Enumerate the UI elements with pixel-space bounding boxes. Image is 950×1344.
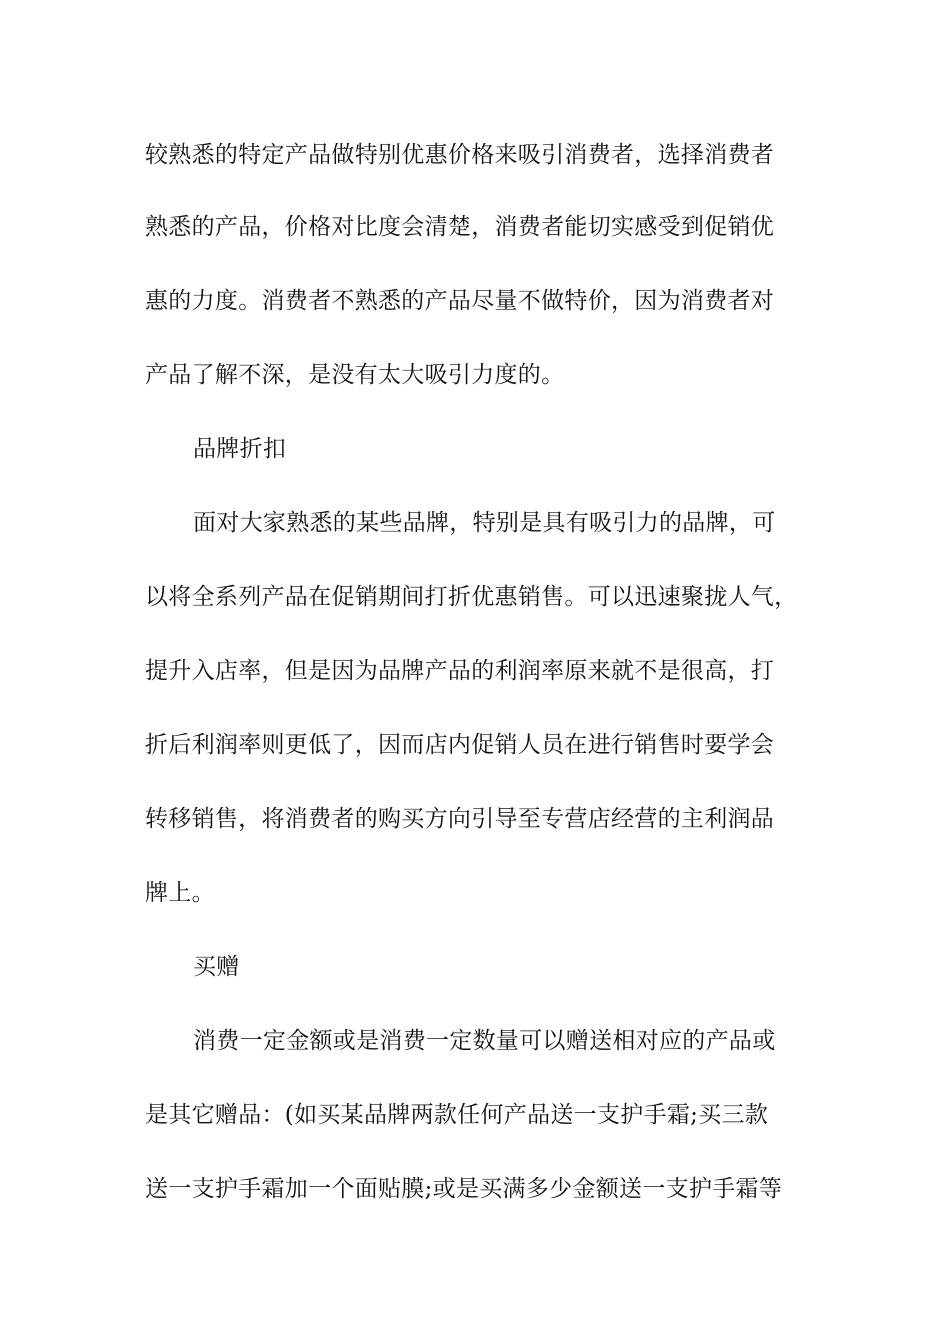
paragraph-line: 送一支护手霜加一个面贴膜;或是买满多少金额送一支护手霜等: [145, 1176, 783, 1202]
paragraph-line: 折后利润率则更低了，因而店内促销人员在进行销售时要学会: [145, 732, 775, 758]
paragraph-line: 消费一定金额或是消费一定数量可以赠送相对应的产品或: [193, 1028, 776, 1054]
section-heading: 买赠: [193, 954, 240, 980]
paragraph-line: 牌上。: [145, 880, 215, 906]
paragraph-line: 惠的力度。消费者不熟悉的产品尽量不做特价，因为消费者对: [145, 288, 775, 314]
paragraph-line: 以将全系列产品在促销期间打折优惠销售。可以迅速聚拢人气，: [145, 584, 798, 610]
paragraph-line: 提升入店率，但是因为品牌产品的利润率原来就不是很高，打: [145, 658, 775, 684]
paragraph-line: 产品了解不深，是没有太大吸引力度的。: [145, 362, 565, 388]
paragraph-line: 较熟悉的特定产品做特别优惠价格来吸引消费者，选择消费者: [145, 142, 775, 168]
section-heading: 品牌折扣: [193, 436, 287, 462]
paragraph-line: 是其它赠品：(如买某品牌两款任何产品送一支护手霜;买三款: [145, 1102, 769, 1128]
paragraph-line: 面对大家熟悉的某些品牌，特别是具有吸引力的品牌，可: [193, 510, 776, 536]
paragraph-line: 转移销售，将消费者的购买方向引导至专营店经营的主利润品: [145, 806, 775, 832]
paragraph-line: 熟悉的产品，价格对比度会清楚，消费者能切实感受到促销优: [145, 214, 775, 240]
